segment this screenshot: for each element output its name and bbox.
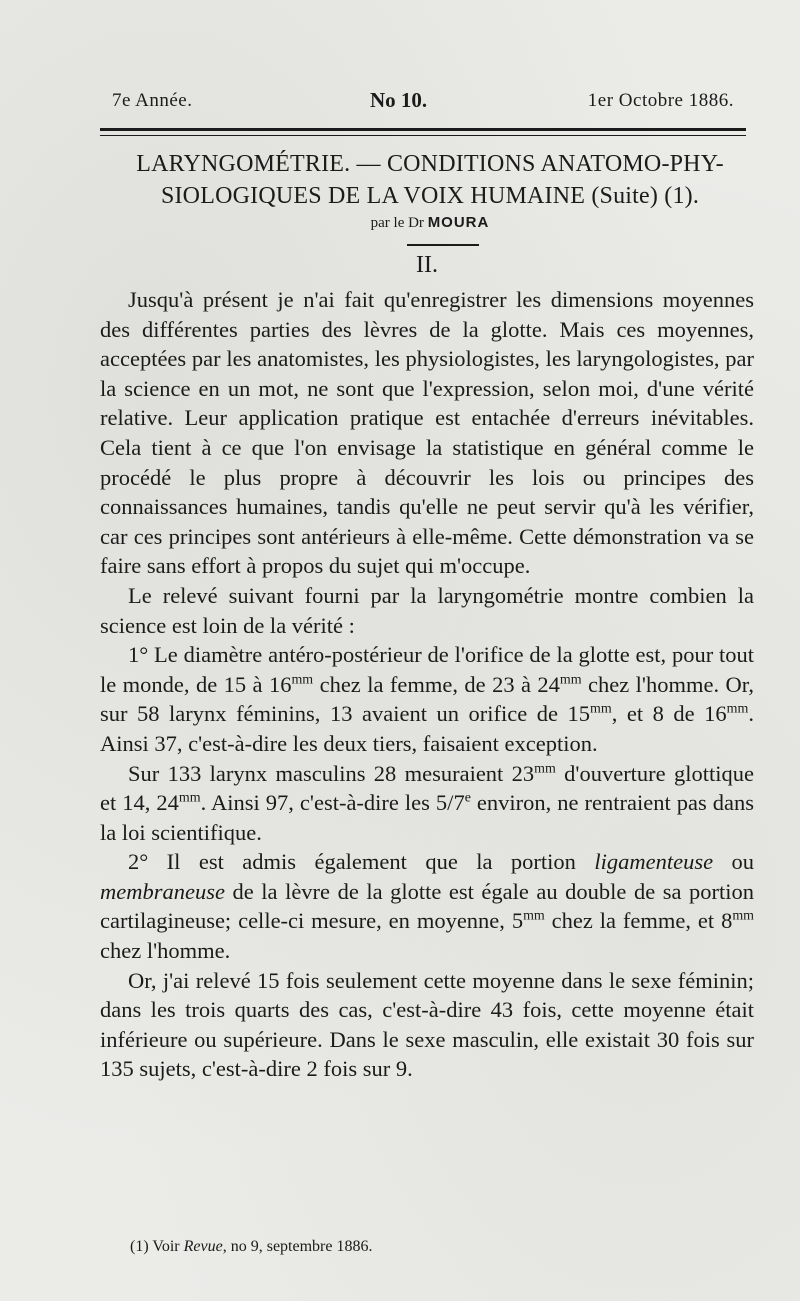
header-rule-thin	[100, 135, 746, 136]
title-divider	[407, 244, 479, 246]
footnote: (1) Voir Revue, no 9, septembre 1886.	[130, 1238, 373, 1255]
paragraph: Jusqu'à présent je n'ai fait qu'enregistrer les dimensions moyennes des différentes parties des lèvres de la glotte. Mais ces moyennes, acceptées par les anatomistes, les physiologistes, les laryngologistes, par la science en un mot, ne sont que l'expression, selon moi, d'une vérité relative. Leur application pratique est entachée d'erreurs inévitables. Cela tient à ce que l'on envisage la statistique en général comme le procédé le plus propre à découvrir les lois ou principes des connaissances humaines, tandis qu'elle ne peut servir qu'à les vérifier, car ces principes sont antérieurs à elle-même. Cette démonstration va se faire sans effort à propos du sujet qui m'occupe.	[100, 287, 754, 579]
paragraph: 2° Il est admis également que la portion ligamenteuse ou membraneuse de la lèvre de la glotte est égale au double de sa portion cartilagineuse; celle-ci mesure, en moyenne, $5^{mm}$ chez la femme, et $8^{mm}$ chez l'homme.	[100, 849, 755, 964]
article-title	[100, 148, 760, 212]
issue-number: No 10.	[370, 88, 428, 112]
byline-prefix: par le Dr	[370, 215, 424, 231]
volume-year: 7e Année.	[112, 90, 193, 111]
section-number: II.	[416, 252, 438, 278]
title-line-2: SIOLOGIQUES DE LA VOIX HUMAINE (Suite) (1).	[160, 183, 700, 209]
paragraph: Or, j'ai relevé 15 fois seulement cette moyenne dans le sexe féminin; dans les trois quarts des cas, c'est-à-dire 43 fois, cette moyenne était inférieure ou supérieure. Dans le sexe masculin, elle existait 30 fois sur 135 sujets, c'est-à-dire 2 fois sur 9.	[100, 967, 754, 1082]
issue-date: 1er Octobre 1886.	[587, 90, 734, 111]
paragraph: Sur 133 larynx masculins 28 mesuraient $23^{mm}$ d'ouverture glottique et 14, $24^{mm}$. Ainsi 97, c'est-à-dire les 5/7e environ, ne rentraient pas dans la loi scientifique.	[100, 760, 754, 845]
byline	[100, 214, 760, 232]
running-head	[112, 90, 734, 120]
author-name: MOURA	[427, 214, 490, 231]
paragraph: Le relevé suivant fourni par la laryngométrie montre combien la science est loin de la vérité :	[100, 582, 754, 638]
article-body	[100, 285, 754, 1084]
title-line-1: LARYNGOMÉTRIE. — CONDITIONS ANATOMO-PHY-	[136, 151, 724, 177]
header-rule-thick	[100, 128, 746, 131]
paragraph: 1° Le diamètre antéro-postérieur de l'orifice de la glotte est, pour tout le monde, de 15 à $16^{mm}$ chez la femme, de 23 à $24^{mm}$ chez l'homme. Or, sur 58 larynx féminins, 13 avaient un orifice de $15^{mm}$, et 8 de $16^{mm}$. Ainsi 37, c'est-à-dire les deux tiers, faisaient exception.	[100, 642, 754, 756]
